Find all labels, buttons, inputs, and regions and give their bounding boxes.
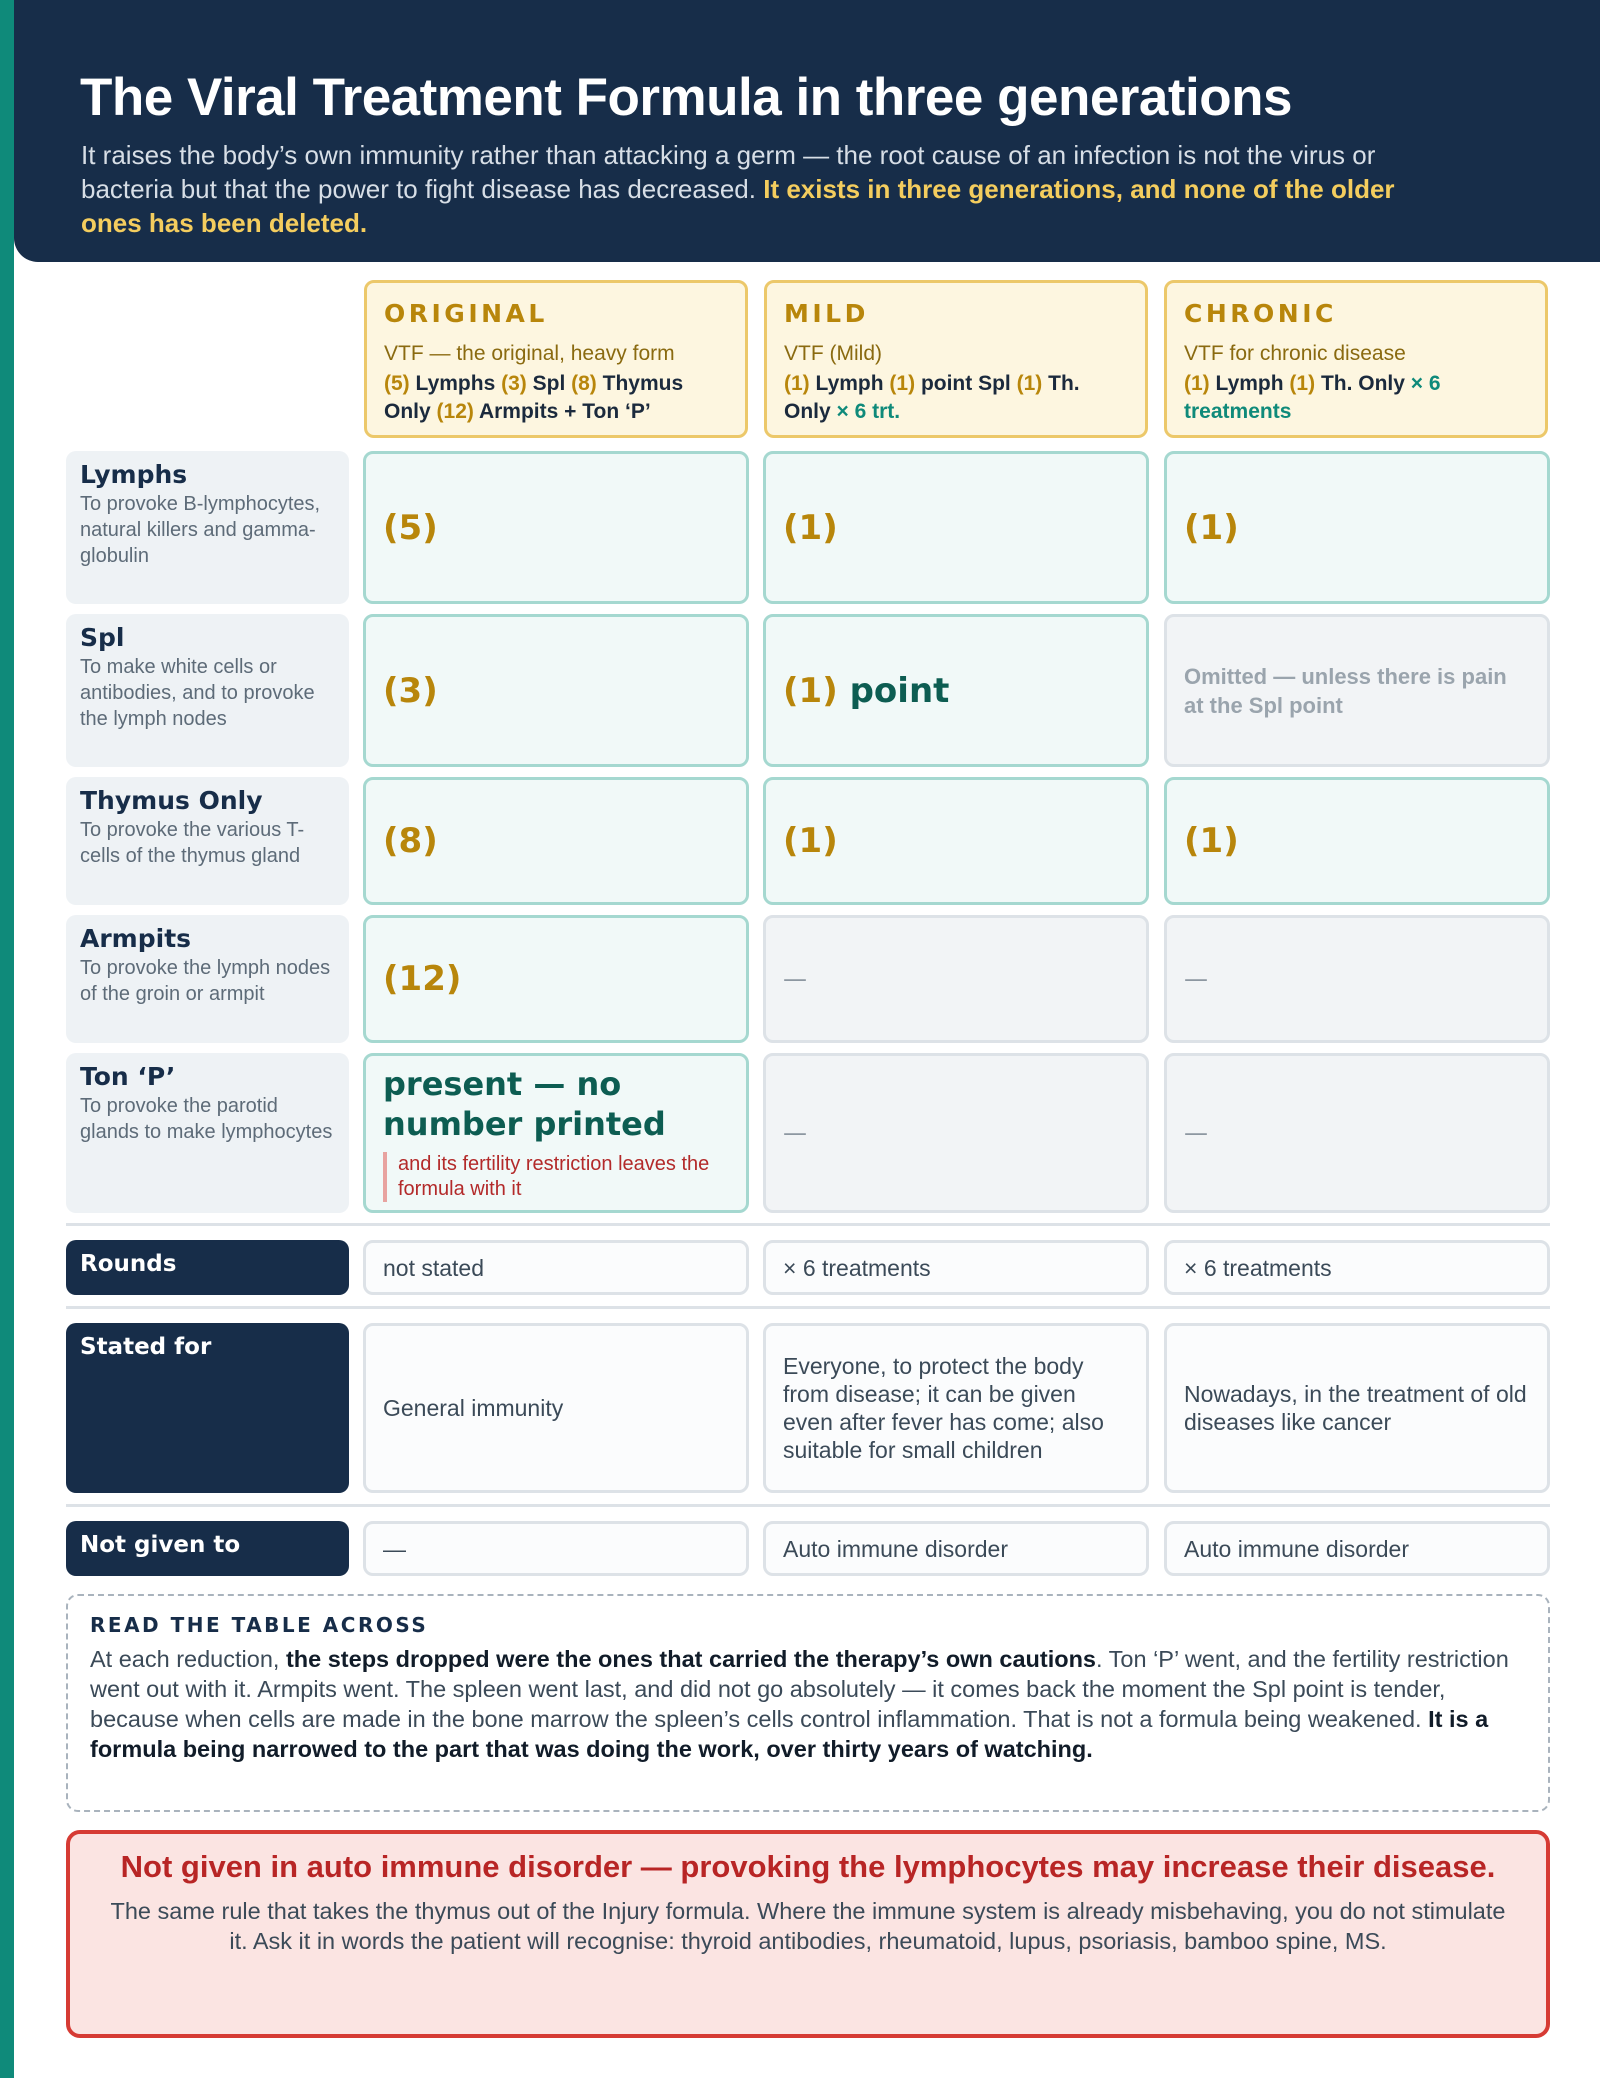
- column-formula: [784, 370, 1128, 426]
- cell-original-stated-for: [363, 1323, 749, 1493]
- dose-value: (8): [383, 821, 438, 861]
- fertility-caution: and its fertility restriction leaves the formula with it: [383, 1152, 729, 1202]
- note-emphasis: It is a formula being narrowed to the part that was doing the work, over thirty years of watching.: [90, 1706, 1489, 1762]
- note-text: . Ton ‘P’ went, and the fertility restriction went out with it. Armpits went. The spleen went last, and did not go absolutely — it comes back the moment the Spl point is tender, because when cells are made in the bone marrow the spleen’s cells control inflammation. That is not a formula being weakened.: [90, 1646, 1509, 1732]
- cell-original-ton-p: [363, 1053, 749, 1213]
- cell-mild-not-given: [763, 1521, 1149, 1576]
- empty-dash: —: [1184, 965, 1208, 993]
- formula-step: Lymph: [815, 372, 884, 395]
- cell-chronic-stated-for: [1164, 1323, 1550, 1493]
- cell-mild-armpits: [763, 915, 1149, 1043]
- cell-mild-thymus: [763, 777, 1149, 905]
- not-given-value: Auto immune disorder: [783, 1535, 1008, 1562]
- stated-for-value: General immunity: [383, 1395, 564, 1421]
- cell-original-rounds: [363, 1240, 749, 1295]
- row-description: To provoke the parotid glands to make lymphocytes: [80, 1095, 333, 1143]
- column-header-mild: [764, 280, 1148, 438]
- warning-body: The same rule that takes the thymus out of the Injury formula. Where the immune system is already misbehaving, you do not stimulate it. Ask it in words the patient will recognise: thyroid antibodies, rheumatoid, lupus, psoriasis, bamboo spine, MS.: [110, 1898, 1506, 1954]
- dose-value: [783, 671, 1129, 711]
- formula-step: Thymus Only: [384, 372, 684, 423]
- cell-chronic-spl: [1164, 614, 1550, 767]
- note-emphasis: the steps dropped were the ones that carried the therapy’s own cautions: [285, 1646, 1097, 1672]
- row-label-lymphs: [66, 451, 349, 604]
- dose-value: (5): [383, 507, 438, 548]
- row-name: Thymus Only: [80, 786, 263, 815]
- formula-number: (3): [501, 372, 527, 395]
- rounds-value: × 6 treatments: [1184, 1254, 1332, 1281]
- row-label-spl: [66, 614, 349, 767]
- cell-chronic-ton-p: [1164, 1053, 1550, 1213]
- stated-for-value: Everyone, to protect the body from disease; it can be given even after fever has come; also suitable for small children: [783, 1353, 1104, 1463]
- cell-chronic-armpits: [1164, 915, 1550, 1043]
- cell-original-thymus: [363, 777, 749, 905]
- cell-mild-rounds: [763, 1240, 1149, 1295]
- row-label-rounds: Rounds: [66, 1240, 349, 1295]
- not-given-value: —: [383, 1535, 406, 1562]
- formula-number: (12): [436, 400, 474, 423]
- divider: [66, 1223, 1550, 1226]
- formula-number: (1): [1289, 372, 1316, 395]
- left-accent-stripe: [0, 0, 14, 2078]
- warning-box: [66, 1830, 1550, 2038]
- omitted-note: Omitted — unless there is pain at the Spl point: [1184, 663, 1507, 718]
- column-tier: ORIGINAL: [384, 299, 548, 328]
- cell-original-armpits: [363, 915, 749, 1043]
- cell-chronic-rounds: [1164, 1240, 1550, 1295]
- cell-mild-lymphs: [763, 451, 1149, 604]
- dose-value: (1): [783, 821, 838, 861]
- row-description: To make white cells or antibodies, and to provoke the lymph nodes: [80, 656, 315, 730]
- divider: [66, 1306, 1550, 1309]
- cell-mild-spl: [763, 614, 1149, 767]
- row-name: Armpits: [80, 924, 192, 953]
- formula-number: (1): [1016, 372, 1043, 395]
- formula-number: (1): [784, 372, 810, 395]
- column-header-chronic: [1164, 280, 1548, 438]
- cell-mild-stated-for: [763, 1323, 1149, 1493]
- not-given-value: Auto immune disorder: [1184, 1535, 1409, 1562]
- column-subtitle: VTF — the original, heavy form: [384, 342, 675, 365]
- dose-value: (1): [783, 507, 838, 548]
- formula-step: Th. Only: [1320, 372, 1405, 395]
- dose-value: (12): [383, 959, 462, 999]
- cell-original-lymphs: [363, 451, 749, 604]
- formula-step: Spl: [532, 372, 566, 395]
- row-label-not-given: Not given to: [66, 1521, 349, 1576]
- row-name: Lymphs: [80, 460, 188, 489]
- empty-dash: —: [1184, 1119, 1208, 1147]
- formula-step: Lymphs: [415, 372, 496, 395]
- page-header: [14, 0, 1600, 262]
- rounds-value: × 6 treatments: [783, 1254, 931, 1281]
- warning-title: Not given in auto immune disorder — provoking the lymphocytes may increase their disease.: [120, 1849, 1496, 1884]
- formula-repeat: × 6 treatments: [1184, 372, 1441, 423]
- column-tier: MILD: [784, 299, 869, 328]
- column-subtitle: VTF for chronic disease: [1184, 342, 1406, 365]
- row-description: To provoke the lymph nodes of the groin or armpit: [80, 957, 331, 1005]
- cell-chronic-lymphs: [1164, 451, 1550, 604]
- formula-step: Armpits + Ton ‘P’: [478, 400, 651, 423]
- formula-step: Lymph: [1215, 372, 1284, 395]
- empty-dash: —: [783, 965, 807, 993]
- rounds-value: not stated: [383, 1254, 485, 1281]
- intro-highlight: It exists in three generations, and none of the older ones has been deleted.: [81, 174, 1395, 238]
- page-title: The Viral Treatment Formula in three generations: [80, 68, 1293, 127]
- dose-value: (1): [1184, 507, 1239, 548]
- row-label-ton-p: [66, 1053, 349, 1213]
- note-text: At each reduction,: [90, 1646, 286, 1672]
- column-formula: [1184, 370, 1528, 426]
- row-label-stated-for: Stated for: [66, 1323, 349, 1493]
- formula-step: Th. Only: [784, 372, 1080, 423]
- present-note: present — no number printed: [383, 1065, 666, 1143]
- row-name: Spl: [80, 623, 125, 652]
- dose-point-word: point: [849, 670, 950, 711]
- read-across-note: [66, 1594, 1550, 1812]
- column-subtitle: VTF (Mild): [784, 342, 882, 365]
- formula-repeat: × 6 trt.: [836, 400, 901, 423]
- empty-dash: —: [783, 1119, 807, 1147]
- cell-chronic-thymus: [1164, 777, 1550, 905]
- stated-for-value: Nowadays, in the treatment of old diseases like cancer: [1184, 1381, 1527, 1435]
- intro-text: [81, 138, 1411, 240]
- row-label-thymus: [66, 777, 349, 905]
- column-header-original: [364, 280, 748, 438]
- formula-number: (8): [571, 372, 597, 395]
- column-formula: [384, 370, 728, 426]
- dose-value: (1): [1184, 821, 1239, 861]
- row-description: To provoke B-lymphocytes, natural killers and gamma-globulin: [80, 493, 321, 567]
- cell-original-not-given: [363, 1521, 749, 1576]
- dose-number: (1): [783, 670, 838, 711]
- note-kicker: READ THE TABLE ACROSS: [90, 1613, 429, 1637]
- formula-step: point Spl: [920, 372, 1011, 395]
- formula-number: (1): [1184, 372, 1210, 395]
- cell-mild-ton-p: [763, 1053, 1149, 1213]
- divider: [66, 1504, 1550, 1507]
- formula-number: (5): [384, 372, 410, 395]
- intro-main: It raises the body’s own immunity rather than attacking a germ — the root cause of an infection is not the virus or bacteria but that the power to fight disease has decreased.: [81, 140, 1376, 204]
- row-name: Ton ‘P’: [80, 1062, 176, 1091]
- dose-value: (3): [383, 670, 438, 711]
- note-body: [90, 1644, 1526, 1764]
- row-label-armpits: [66, 915, 349, 1043]
- column-tier: CHRONIC: [1184, 299, 1337, 328]
- cell-original-spl: [363, 614, 749, 767]
- formula-number: (1): [889, 372, 916, 395]
- cell-chronic-not-given: [1164, 1521, 1550, 1576]
- row-description: To provoke the various T-cells of the thymus gland: [80, 819, 305, 867]
